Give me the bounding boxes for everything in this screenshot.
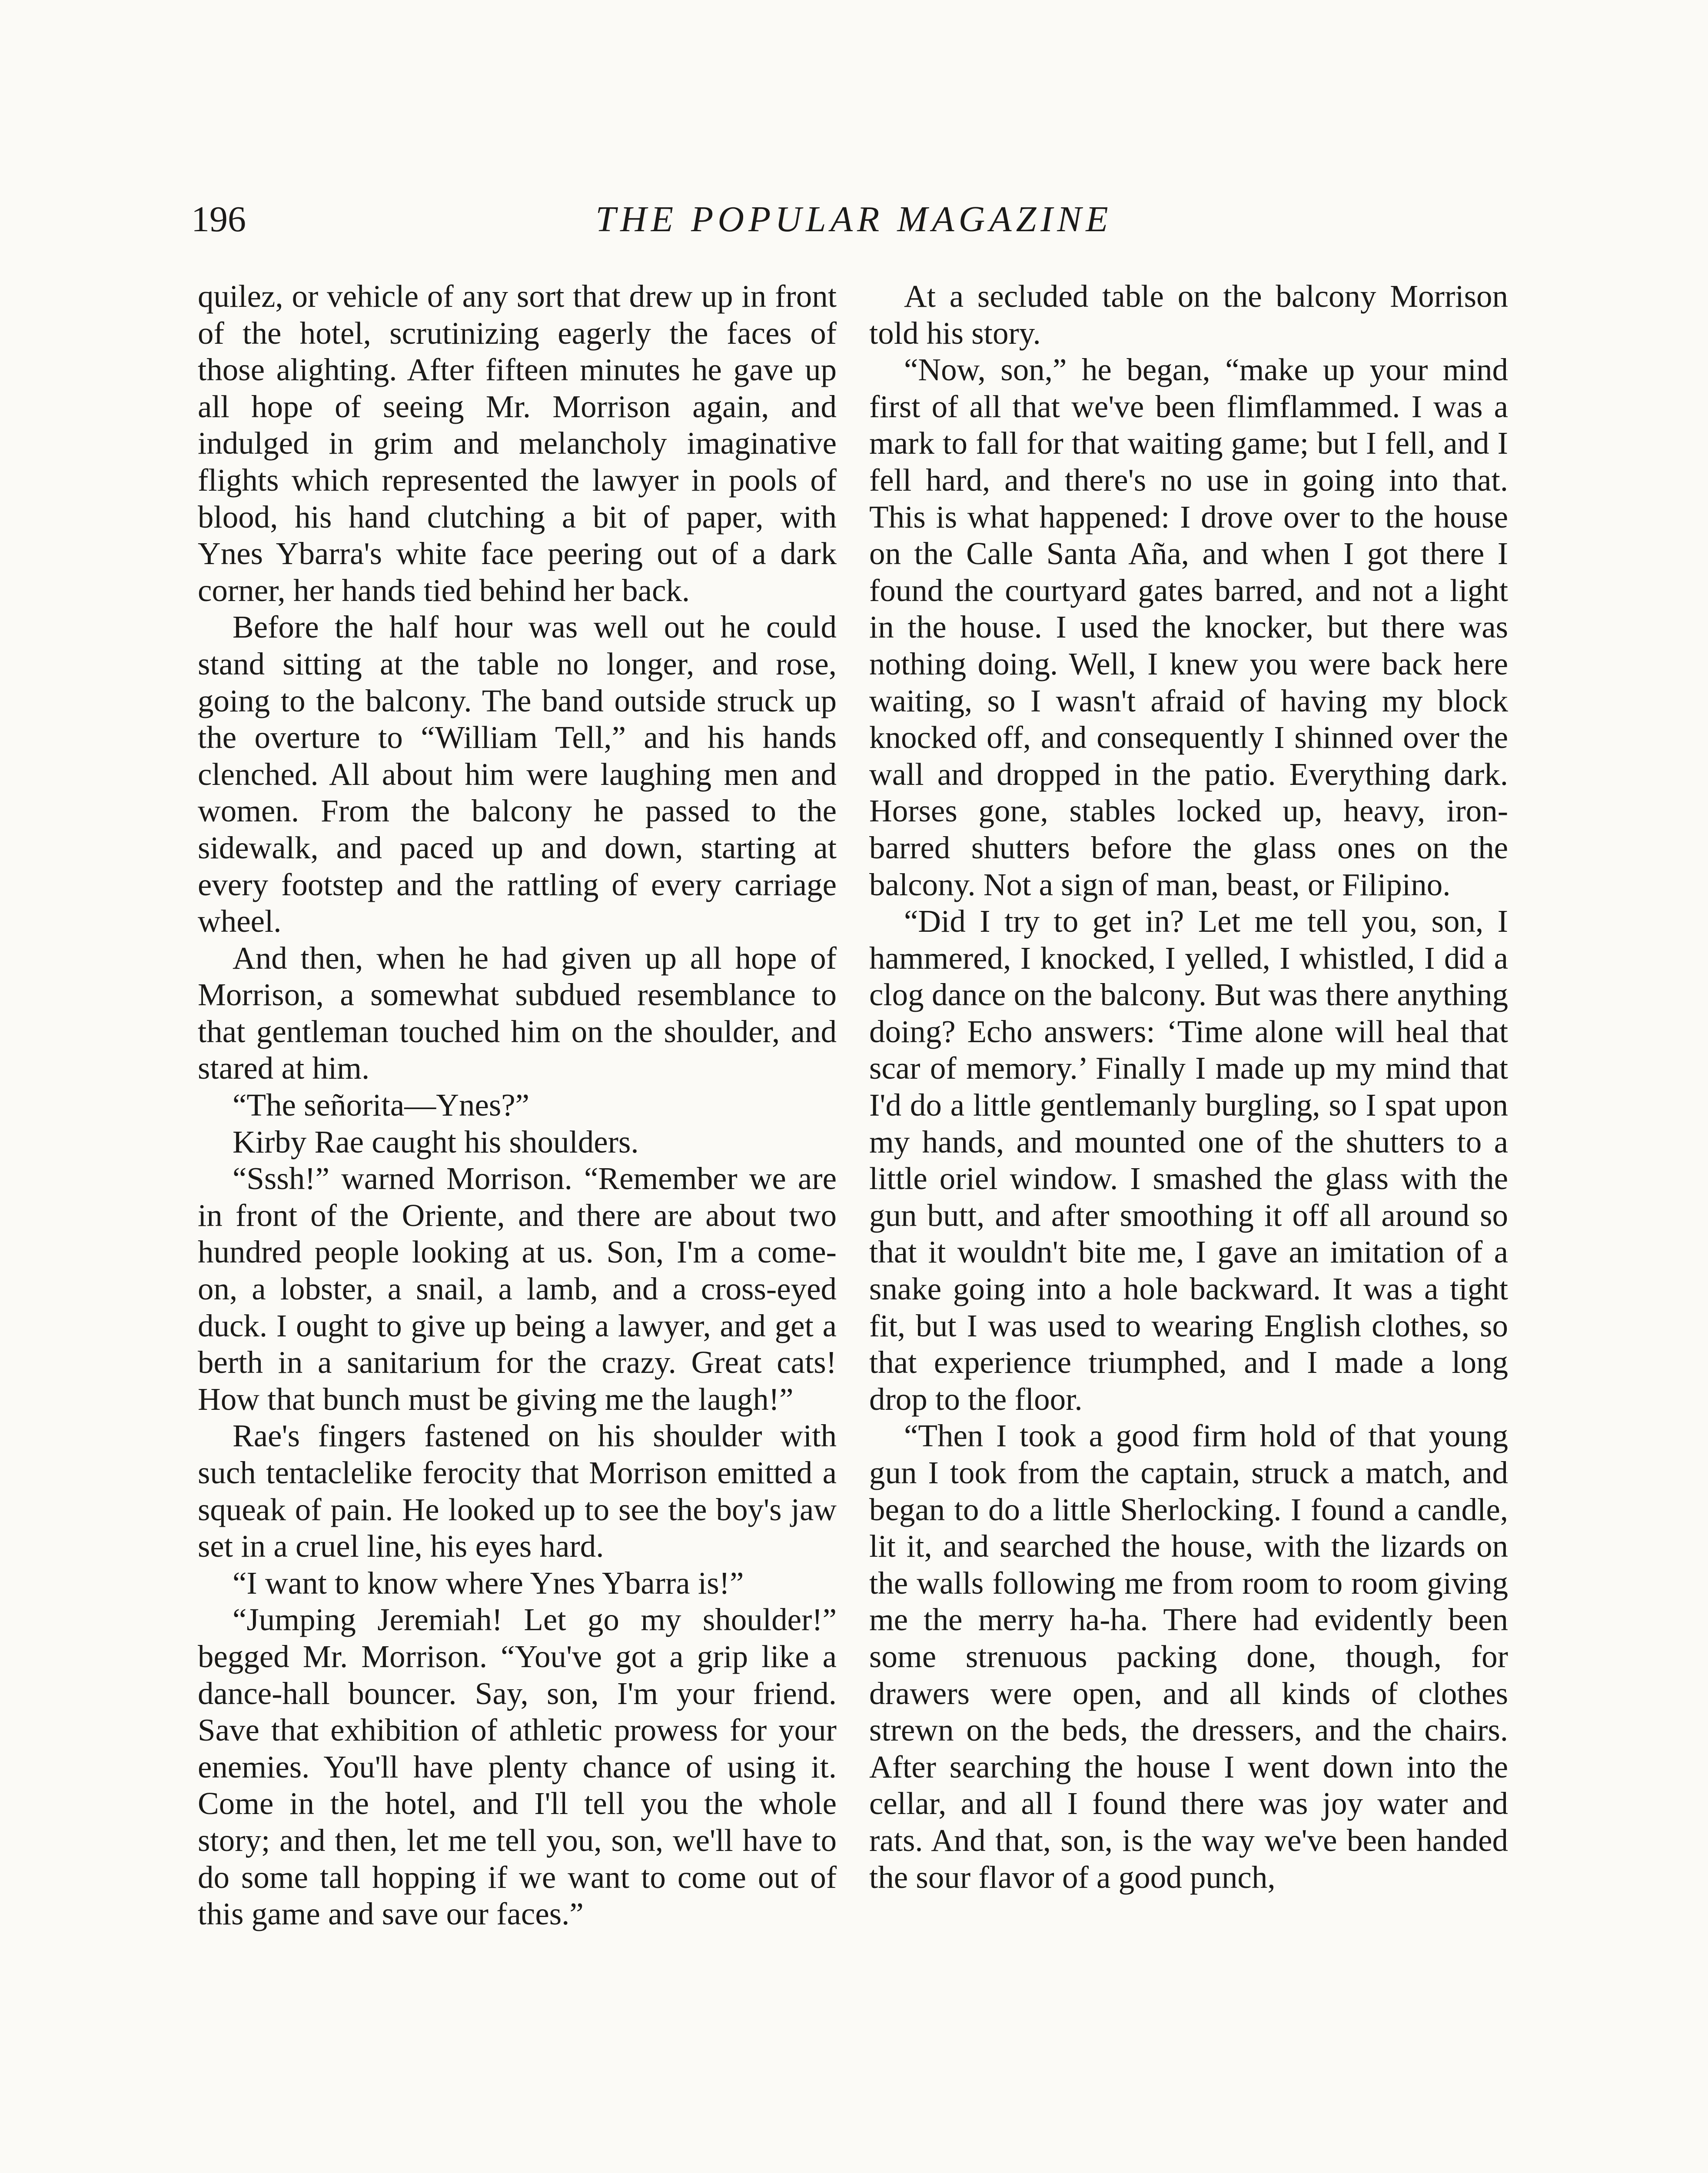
paragraph: “The señorita—Ynes?”: [233, 1087, 530, 1123]
paragraph: At a secluded table on the balcony Morrison told his story.: [869, 279, 1508, 351]
running-title: THE POPULAR MAGAZINE: [595, 199, 1113, 239]
paragraph: “Then I took a good firm hold of that young gun I took from the captain, struck a match, and began to do a little Sherlocking. I found a candle, lit it, and searched the house, with the lizards on the walls following me from room to room giving me the merry ha-ha. There had evidently been some strenuous packing done, though, for drawers were open, and all kinds of clothes strewn on the beds, the dressers, and the chairs. After searching the house I went down into the cellar, and all I found there was joy water and rats. And that, son, is the way we've been handed the sour flavor of a good punch,: [869, 1418, 1508, 1895]
paragraph: “Jumping Jeremiah! Let go my shoulder!” begged Mr. Morrison. “You've got a grip like a dance-hall bouncer. Say, son, I'm your friend. Save that exhibition of athletic prowess for your enemies. You'll have plenty chance of using it. Come in the hotel, and I'll tell you the whole story; and then, let me tell you, son, we'll have to do some tall hopping if we want to come out of this game and save our faces.”: [198, 1602, 837, 1932]
text-column-right: [869, 278, 1508, 1896]
page-header: [191, 198, 1517, 254]
page-number: 196: [191, 199, 246, 239]
paragraph: “Now, son,” he began, “make up your mind first of all that we've been flimflammed. I was a mark to fall for that waiting game; but I fell, and I fell hard, and there's no use in going into that. This is what happened: I drove over to the house on the Calle Santa Aña, and when I got there I found the courtyard gates barred, and not a light in the house. I used the knocker, but there was nothing doing. Well, I knew you were back here waiting, so I wasn't afraid of having my block knocked off, and consequently I shinned over the wall and dropped in the patio. Everything dark. Horses gone, stables locked up, heavy, iron-barred shutters before the glass ones on the balcony. Not a sign of man, beast, or Filipino.: [869, 352, 1508, 902]
paragraph: Before the half hour was well out he could stand sitting at the table no longer, and rose, going to the balcony. The band outside struck up the overture to “William Tell,” and his hands clenched. All about him were laughing men and women. From the balcony he passed to the sidewalk, and paced up and down, starting at every footstep and the rattling of every carriage wheel.: [198, 609, 837, 939]
paragraph: “Did I try to get in? Let me tell you, son, I hammered, I knocked, I yelled, I whistled, I did a clog dance on the balcony. But was there anything doing? Echo answers: ‘Time alone will heal that scar of memory.’ Finally I made up my mind that I'd do a little gentlemanly burgling, so I spat upon my hands, and mounted one of the shutters to a little oriel window. I smashed the glass with the gun butt, and after smoothing it off all around so that it wouldn't bite me, I gave an imitation of a snake going into a hole backward. It was a tight fit, but I was used to wearing English clothes, so that experience triumphed, and I made a long drop to the floor.: [869, 904, 1508, 1417]
paragraph: “I want to know where Ynes Ybarra is!”: [233, 1565, 744, 1601]
paragraph: “Sssh!” warned Morrison. “Remember we are in front of the Oriente, and there are about two hundred people looking at us. Son, I'm a come-on, a lobster, a snail, a lamb, and a cross-eyed duck. I ought to give up being a lawyer, and get a berth in a sanitarium for the crazy. Great cats! How that bunch must be giving me the laugh!”: [198, 1161, 837, 1417]
text-column-left: [198, 278, 837, 1933]
paragraph: And then, when he had given up all hope of Morrison, a somewhat subdued resemblance to that gentleman touched him on the shoulder, and stared at him.: [198, 940, 837, 1086]
paragraph: quilez, or vehicle of any sort that drew up in front of the hotel, scrutinizing eagerly the faces of those alighting. After fifteen minutes he gave up all hope of seeing Mr. Morrison again, and indulged in grim and melancholy imaginative flights which represented the lawyer in pools of blood, his hand clutching a bit of paper, with Ynes Ybarra's white face peering out of a dark corner, her hands tied behind her back.: [198, 279, 837, 608]
paragraph: Kirby Rae caught his shoulders.: [233, 1124, 639, 1160]
paragraph: Rae's fingers fastened on his shoulder with such tentaclelike ferocity that Morrison emitted a squeak of pain. He looked up to see the boy's jaw set in a cruel line, his eyes hard.: [198, 1418, 837, 1564]
